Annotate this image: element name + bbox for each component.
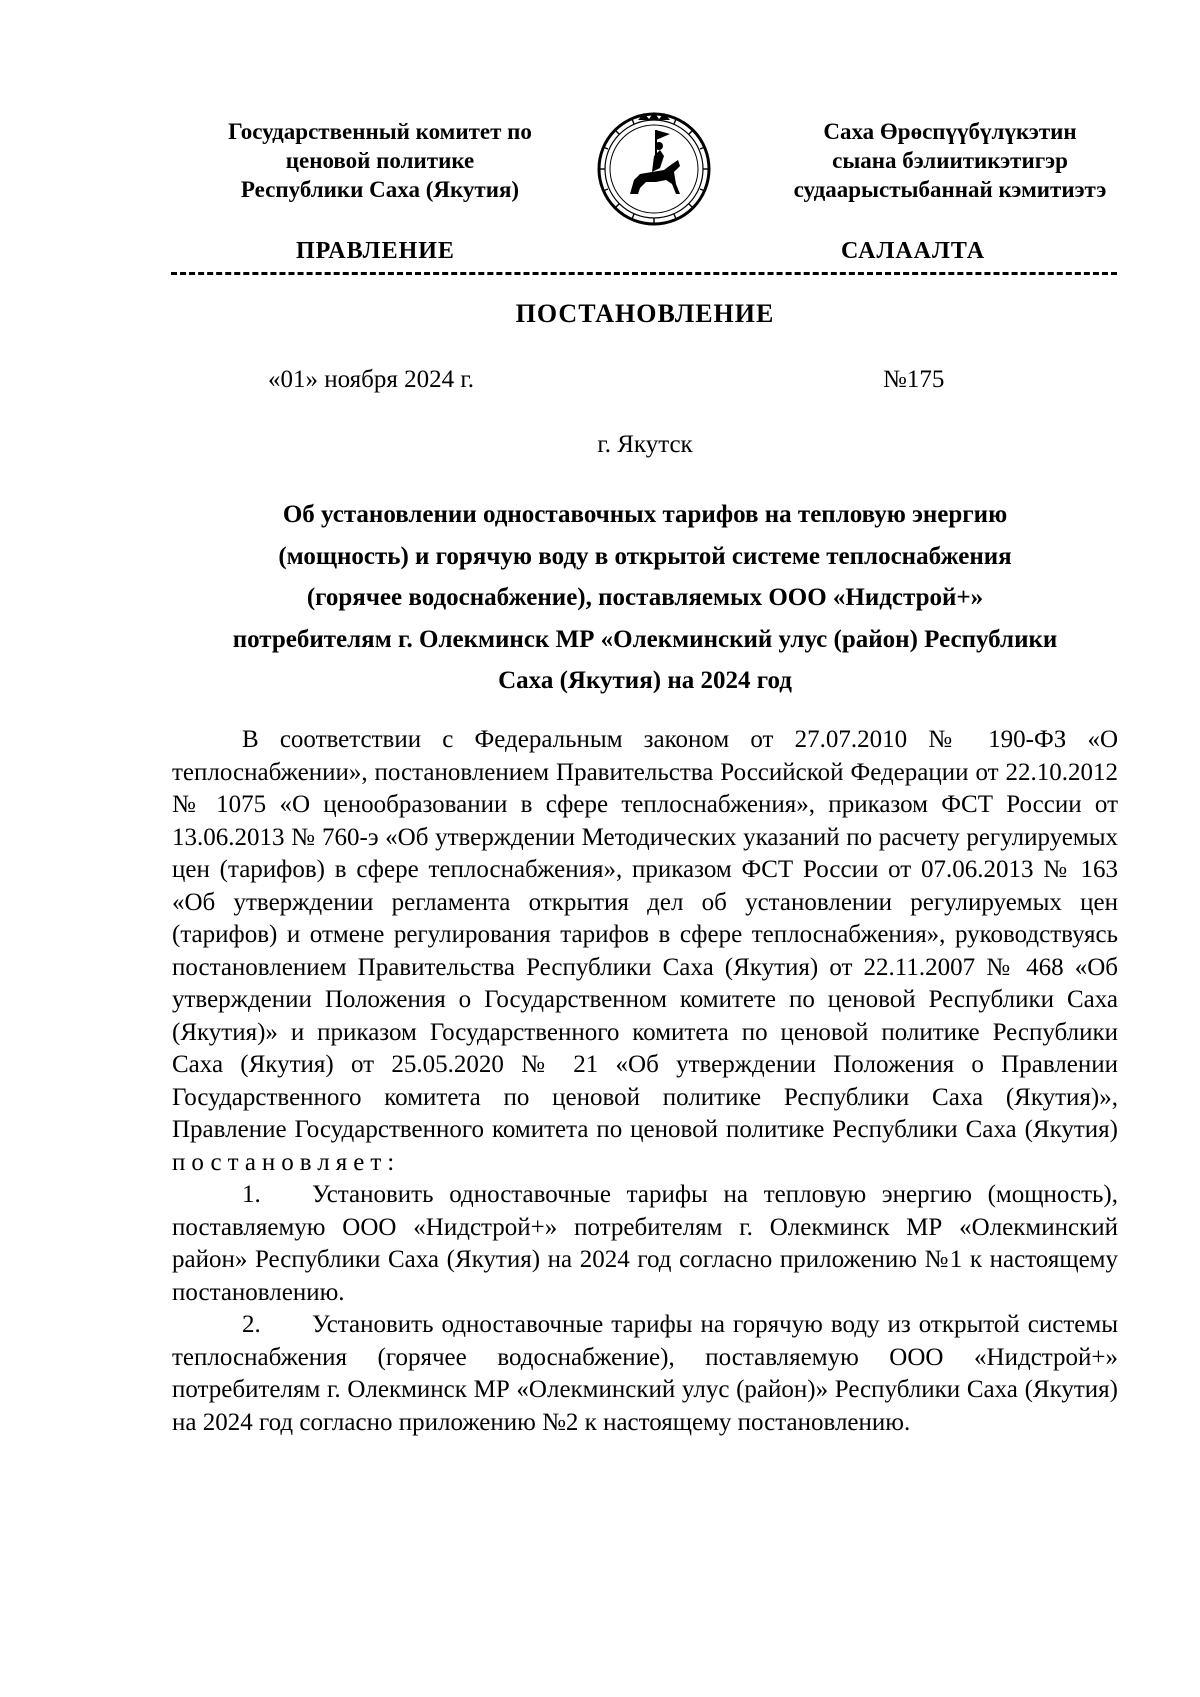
item-text: Установить одноставочные тарифы на горячую воду из открытой системы теплоснабжения (горячее водоснабжение), поставляемую ООО «Нидстрой+» потребителям г. Олекминск МР «Олекминский улус (район)» Республики Саха (Якутия) на 2024 год согласно приложению №2 к настоящему постановлению. (172, 1311, 1118, 1436)
resolves-word: постановляет: (172, 1148, 401, 1176)
committee-name-line: Республики Саха (Якутия) (240, 177, 520, 202)
item-text: Установить одноставочные тарифы на тепловую энергию (мощность), поставляемую ООО «Нидстрой+» потребителям г. Олекминск МР «Олекминский район» Республики Саха (Якутия) на 2024 год согласно приложению №1 к настоящему постановлению. (172, 1181, 1118, 1306)
item-number: 1. (242, 1181, 261, 1208)
committee-name-line: Государственный комитет по (228, 119, 532, 144)
board-label-russian: ПРАВЛЕНИЕ (296, 238, 455, 264)
document-city: г. Якутск (597, 431, 693, 458)
preamble-text: В соответствии с Федеральным законом от 27.07.2010 № 190-ФЗ «О теплоснабжении», постановлением Правительства Российской Федерации от 22.10.2012 № 1075 «О ценообразовании в сфере теплоснабжения», приказом ФСТ России от 13.06.2013 № 760-э «Об утверждении Методических указаний по расчету регулируемых цен (тарифов) в сфере теплоснабжения», приказом ФСТ России от 07.06.2013 № 163 «Об утверждении регламента открытия дел об установлении регулируемых цен (тарифов) и отмене регулирования тарифов в сфере теплоснабжения», руководствуясь постановлением Правительства Республики Саха (Якутия) от 22.11.2007 № 468 «Об утверждении Положения о Государственном комитете по ценовой Республики Саха (Якутия)» и приказом Государственного комитета по ценовой политике Республики Саха (Якутия) от 25.05.2020 № 21 «Об утверждении Положения о Правлении Государственного комитета по ценовой политике Республики Саха (Якутия)», Правление Государственного комитета по ценовой политике Республики Саха (Якутия) (172, 726, 1118, 1143)
title-line: (горячее водоснабжение), поставляемых ООО «Нидстрой+» (306, 584, 984, 611)
preamble-paragraph (172, 724, 1118, 1179)
title-line: Об установлении одноставочных тарифов на тепловую энергию (282, 501, 1008, 528)
sakha-emblem-icon (594, 110, 714, 228)
document-title (170, 494, 1120, 702)
header-divider (171, 272, 1117, 275)
committee-name-line: ценовой политике (285, 148, 475, 173)
board-label-sakha: САЛААЛТА (841, 238, 986, 264)
document-number: №175 (883, 366, 945, 393)
committee-name-line: Саха Өрөспүүбүлүкэтин (823, 119, 1077, 144)
committee-name-line: сыана бэлиитикэтигэр (832, 148, 1068, 173)
committee-name-russian (180, 117, 580, 204)
committee-name-sakha (750, 117, 1150, 204)
title-line: (мощность) и горячую воду в открытой системе теплоснабжения (278, 542, 1012, 570)
document-body (172, 724, 1118, 1439)
resolution-item-1 (172, 1179, 1118, 1309)
title-line: Саха (Якутия) на 2024 год (498, 667, 792, 694)
document-type: ПОСТАНОВЛЕНИЕ (515, 299, 775, 328)
item-number: 2. (242, 1311, 261, 1338)
resolution-item-2 (172, 1309, 1118, 1439)
title-line: потребителям г. Олекминск МР «Олекминский улус (район) Республики (232, 625, 1058, 653)
document-date: «01» ноября 2024 г. (268, 366, 475, 393)
committee-name-line: судаарыстыбаннай кэмитиэтэ (793, 177, 1107, 202)
